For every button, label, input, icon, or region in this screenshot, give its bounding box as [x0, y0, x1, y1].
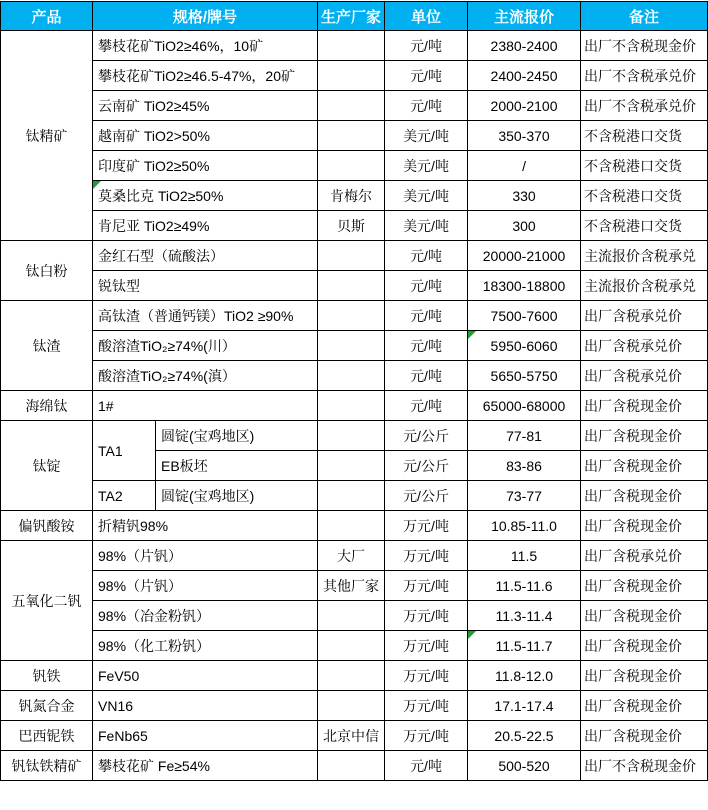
cell-price: 5650-5750 [468, 361, 581, 391]
cell-spec: 肯尼亚 TiO2≥49% [93, 211, 318, 241]
table-row [1, 91, 708, 121]
table-row [1, 571, 708, 601]
cell-price: 17.1-17.4 [468, 691, 581, 721]
cell-manufacturer [318, 601, 385, 631]
cell-manufacturer [318, 151, 385, 181]
cell-manufacturer [318, 241, 385, 271]
cell-unit: 元/公斤 [385, 451, 468, 481]
cell-price: 10.85-11.0 [468, 511, 581, 541]
cell-manufacturer [318, 301, 385, 331]
cell-note: 不含税港口交货 [581, 121, 708, 151]
header-row [1, 2, 708, 31]
cell-spec: 越南矿 TiO2>50% [93, 121, 318, 151]
cell-product-group: 钛精矿 [1, 31, 93, 241]
cell-spec: 酸溶渣TiO₂≥74%(川） [93, 331, 318, 361]
cell-spec: 高钛渣（普通钙镁）TiO2 ≥90% [93, 301, 318, 331]
cell-price: 500-520 [468, 751, 581, 781]
table-row [1, 691, 708, 721]
cell-grade: TA1 [93, 421, 156, 481]
cell-note: 出厂含税现金价 [581, 481, 708, 511]
cell-product-group: 钛锭 [1, 421, 93, 511]
cell-price: 11.5-11.7 [468, 631, 581, 661]
table-row [1, 271, 708, 301]
table-row [1, 751, 708, 781]
cell-spec: 金红石型（硫酸法） [93, 241, 318, 271]
cell-note: 出厂含税承兑价 [581, 361, 708, 391]
comment-marker-icon [93, 181, 101, 189]
cell-note: 出厂不含税现金价 [581, 751, 708, 781]
cell-note: 出厂含税现金价 [581, 661, 708, 691]
cell-manufacturer [318, 751, 385, 781]
table-row [1, 61, 708, 91]
cell-unit: 万元/吨 [385, 541, 468, 571]
cell-note: 出厂不含税承兑价 [581, 91, 708, 121]
column-header-note: 备注 [581, 2, 708, 31]
cell-unit: 万元/吨 [385, 511, 468, 541]
table-row [1, 331, 708, 361]
cell-price: 77-81 [468, 421, 581, 451]
cell-unit: 元/吨 [385, 361, 468, 391]
cell-unit: 万元/吨 [385, 571, 468, 601]
cell-price: 11.8-12.0 [468, 661, 581, 691]
table-row [1, 31, 708, 61]
cell-manufacturer: 肯梅尔 [318, 181, 385, 211]
cell-note: 主流报价含税承兑 [581, 271, 708, 301]
table-row [1, 151, 708, 181]
cell-grade: TA2 [93, 481, 156, 511]
cell-unit: 元/吨 [385, 271, 468, 301]
cell-unit: 元/吨 [385, 331, 468, 361]
cell-spec: FeV50 [93, 661, 318, 691]
cell-product-group: 巴西铌铁 [1, 721, 93, 751]
cell-price: 73-77 [468, 481, 581, 511]
table-row [1, 361, 708, 391]
table-row [1, 601, 708, 631]
cell-unit: 万元/吨 [385, 601, 468, 631]
cell-price: 2380-2400 [468, 31, 581, 61]
cell-spec: 98%（片钒） [93, 571, 318, 601]
cell-unit: 元/吨 [385, 301, 468, 331]
cell-product-group: 钛白粉 [1, 241, 93, 301]
cell-unit: 元/吨 [385, 241, 468, 271]
cell-price: 300 [468, 211, 581, 241]
table-row [1, 421, 708, 451]
cell-price: 20000-21000 [468, 241, 581, 271]
cell-price: 330 [468, 181, 581, 211]
cell-price: 83-86 [468, 451, 581, 481]
cell-spec: 攀枝花矿TiO2≥46.5-47%，20矿 [93, 61, 318, 91]
cell-unit: 元/吨 [385, 31, 468, 61]
table-row [1, 511, 708, 541]
cell-spec: 攀枝花矿 Fe≥54% [93, 751, 318, 781]
cell-note: 出厂含税现金价 [581, 631, 708, 661]
cell-unit: 美元/吨 [385, 121, 468, 151]
cell-manufacturer [318, 61, 385, 91]
table-row [1, 241, 708, 271]
cell-manufacturer: 其他厂家 [318, 571, 385, 601]
comment-marker-icon [468, 331, 476, 339]
table-row [1, 631, 708, 661]
cell-note: 出厂含税现金价 [581, 421, 708, 451]
cell-manufacturer [318, 481, 385, 511]
table-row [1, 661, 708, 691]
cell-price: 11.3-11.4 [468, 601, 581, 631]
cell-manufacturer [318, 361, 385, 391]
cell-spec: 锐钛型 [93, 271, 318, 301]
cell-manufacturer: 贝斯 [318, 211, 385, 241]
cell-note: 不含税港口交货 [581, 181, 708, 211]
cell-price: 2400-2450 [468, 61, 581, 91]
comment-marker-icon [468, 631, 476, 639]
cell-manufacturer [318, 271, 385, 301]
cell-price: 11.5-11.6 [468, 571, 581, 601]
cell-spec: 酸溶渣TiO₂≥74%(滇） [93, 361, 318, 391]
cell-note: 出厂含税承兑价 [581, 331, 708, 361]
cell-price: / [468, 151, 581, 181]
cell-note: 出厂含税现金价 [581, 601, 708, 631]
cell-note: 出厂含税现金价 [581, 451, 708, 481]
cell-manufacturer [318, 421, 385, 451]
cell-note: 出厂含税现金价 [581, 511, 708, 541]
cell-spec: 折精钒98% [93, 511, 318, 541]
column-header-maker: 生产厂家 [318, 2, 385, 31]
cell-note: 主流报价含税承兑 [581, 241, 708, 271]
cell-price: 18300-18800 [468, 271, 581, 301]
column-header-price: 主流报价 [468, 2, 581, 31]
cell-product-group: 海绵钛 [1, 391, 93, 421]
cell-spec: 攀枝花矿TiO2≥46%，10矿 [93, 31, 318, 61]
cell-note: 出厂含税承兑价 [581, 301, 708, 331]
cell-unit: 万元/吨 [385, 691, 468, 721]
column-header-unit: 单位 [385, 2, 468, 31]
cell-spec: 印度矿 TiO2≥50% [93, 151, 318, 181]
cell-price: 350-370 [468, 121, 581, 151]
cell-product-group: 钛渣 [1, 301, 93, 391]
cell-unit: 元/吨 [385, 91, 468, 121]
cell-manufacturer [318, 511, 385, 541]
cell-spec: 云南矿 TiO2≥45% [93, 91, 318, 121]
cell-manufacturer [318, 331, 385, 361]
cell-unit: 元/吨 [385, 61, 468, 91]
table-row [1, 121, 708, 151]
cell-spec: 98%（冶金粉钒） [93, 601, 318, 631]
cell-unit: 美元/吨 [385, 151, 468, 181]
cell-price: 5950-6060 [468, 331, 581, 361]
table-header [1, 2, 708, 31]
cell-manufacturer [318, 691, 385, 721]
cell-price: 11.5 [468, 541, 581, 571]
column-header-spec: 规格/牌号 [93, 2, 318, 31]
cell-spec: 莫桑比克 TiO2≥50% [93, 181, 318, 211]
cell-unit: 万元/吨 [385, 721, 468, 751]
cell-spec: VN16 [93, 691, 318, 721]
cell-unit: 元/公斤 [385, 421, 468, 451]
cell-manufacturer [318, 661, 385, 691]
table-row [1, 211, 708, 241]
cell-price: 2000-2100 [468, 91, 581, 121]
table-row [1, 301, 708, 331]
cell-spec: 圆锭(宝鸡地区) [156, 481, 318, 511]
cell-note: 不含税港口交货 [581, 211, 708, 241]
cell-product-group: 钒氮合金 [1, 691, 93, 721]
cell-note: 不含税港口交货 [581, 151, 708, 181]
cell-manufacturer: 大厂 [318, 541, 385, 571]
cell-unit: 万元/吨 [385, 631, 468, 661]
cell-unit: 美元/吨 [385, 211, 468, 241]
cell-unit: 元/吨 [385, 391, 468, 421]
table-row [1, 391, 708, 421]
cell-product-group: 五氧化二钒 [1, 541, 93, 661]
column-header-product: 产品 [1, 2, 93, 31]
cell-spec: FeNb65 [93, 721, 318, 751]
price-table [0, 1, 708, 781]
cell-note: 出厂含税承兑价 [581, 541, 708, 571]
cell-note: 出厂不含税现金价 [581, 31, 708, 61]
table-body [1, 31, 708, 781]
table-row [1, 181, 708, 211]
cell-manufacturer [318, 121, 385, 151]
cell-manufacturer [318, 391, 385, 421]
cell-unit: 万元/吨 [385, 661, 468, 691]
cell-product-group: 钒铁 [1, 661, 93, 691]
cell-spec: 圆锭(宝鸡地区) [156, 421, 318, 451]
cell-spec: EB板坯 [156, 451, 318, 481]
cell-price: 7500-7600 [468, 301, 581, 331]
table-row [1, 541, 708, 571]
cell-manufacturer [318, 631, 385, 661]
cell-manufacturer: 北京中信 [318, 721, 385, 751]
cell-product-group: 偏钒酸铵 [1, 511, 93, 541]
cell-manufacturer [318, 451, 385, 481]
cell-spec: 98%（片钒） [93, 541, 318, 571]
cell-spec: 1# [93, 391, 318, 421]
cell-note: 出厂含税现金价 [581, 691, 708, 721]
cell-note: 出厂含税现金价 [581, 721, 708, 751]
cell-manufacturer [318, 31, 385, 61]
table-row [1, 481, 708, 511]
cell-note: 出厂含税现金价 [581, 391, 708, 421]
cell-product-group: 钒钛铁精矿 [1, 751, 93, 781]
cell-note: 出厂含税现金价 [581, 571, 708, 601]
cell-unit: 元/公斤 [385, 481, 468, 511]
cell-price: 65000-68000 [468, 391, 581, 421]
cell-note: 出厂不含税承兑价 [581, 61, 708, 91]
cell-unit: 美元/吨 [385, 181, 468, 211]
cell-manufacturer [318, 91, 385, 121]
cell-unit: 元/吨 [385, 751, 468, 781]
table-row [1, 721, 708, 751]
cell-price: 20.5-22.5 [468, 721, 581, 751]
cell-spec: 98%（化工粉钒） [93, 631, 318, 661]
